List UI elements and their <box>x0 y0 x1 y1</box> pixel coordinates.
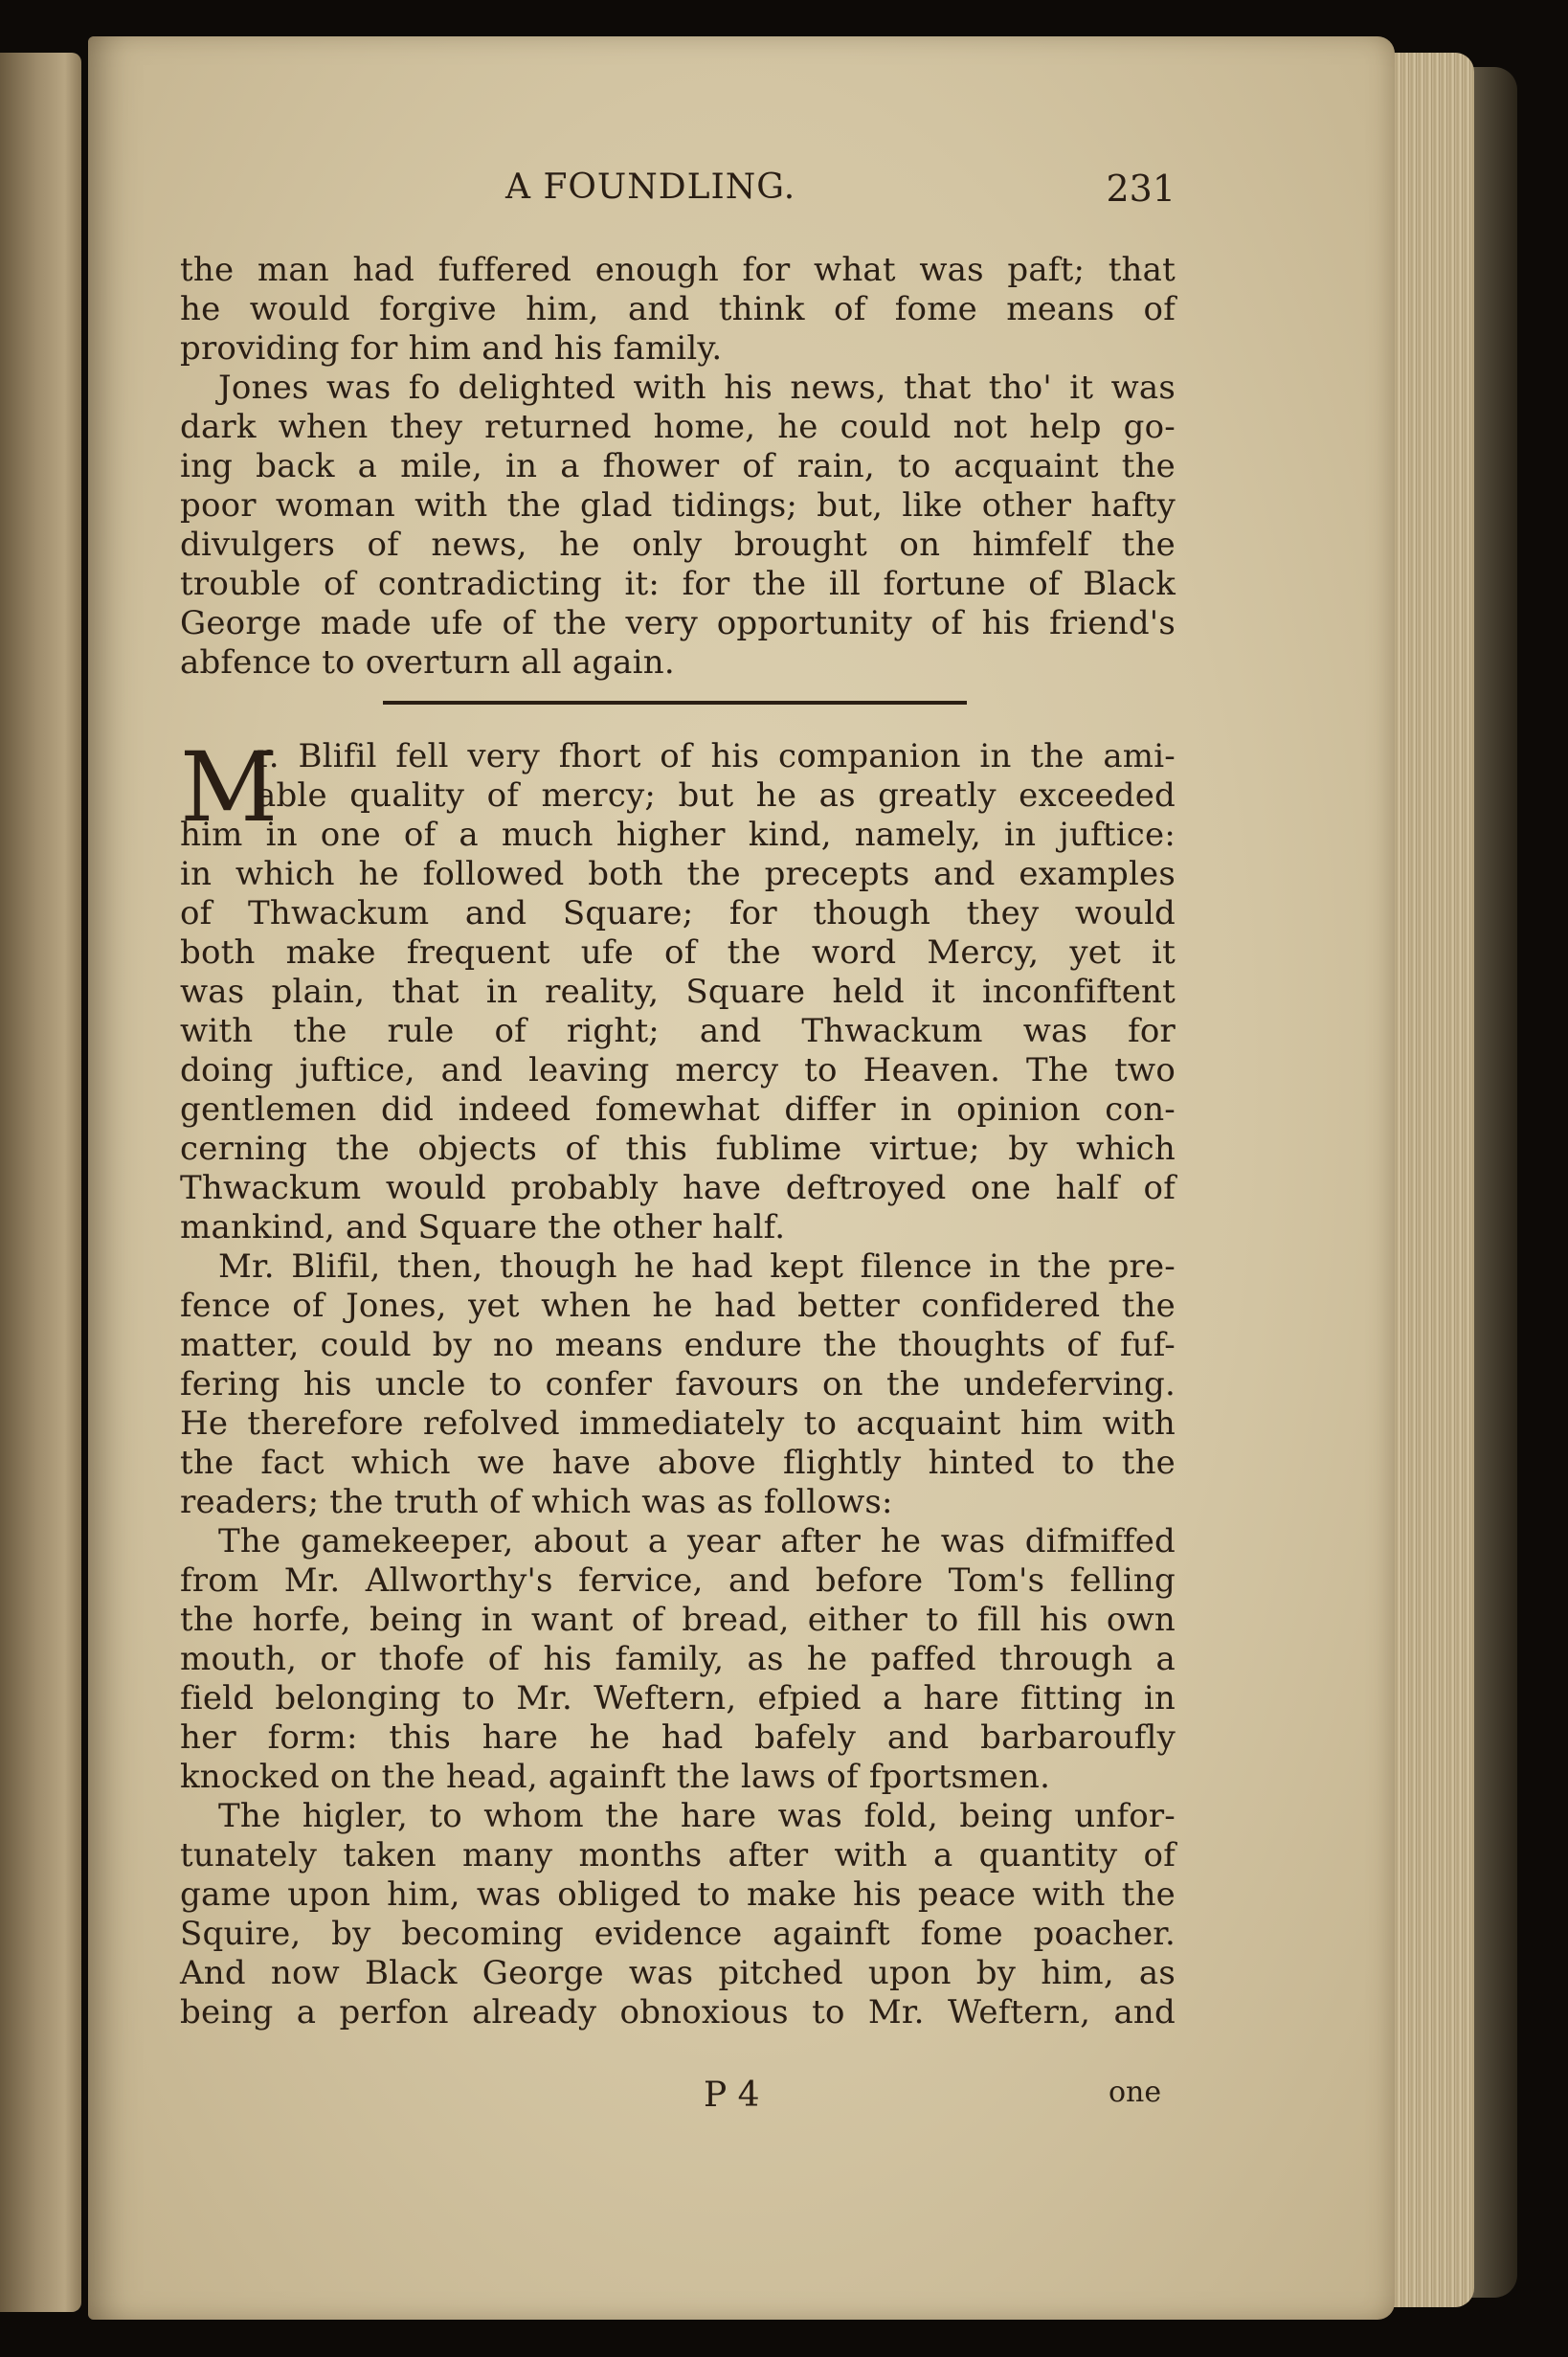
text-line: matter, could by no means endure the thoughts of fuf- <box>180 1326 1176 1364</box>
text-line: tunately taken many months after with a quantity of <box>180 1836 1176 1874</box>
text-line: mankind, and Square the other half. <box>180 1208 786 1246</box>
text-line: divulgers of news, he only brought on himfelf the <box>180 526 1176 564</box>
text-line: And now Black George was pitched upon by him, as <box>180 1954 1176 1992</box>
text-line: poor woman with the glad tidings; but, like other hafty <box>180 486 1176 525</box>
text-line: The gamekeeper, about a year after he was difmiffed <box>218 1522 1176 1560</box>
text-line: dark when they returned home, he could not help go- <box>180 408 1176 446</box>
text-line: ing back a mile, in a fhower of rain, to acquaint the <box>180 447 1176 485</box>
text-line: he would forgive him, and think of fome means of <box>180 290 1176 328</box>
drop-cap: M <box>180 731 279 843</box>
text-line: knocked on the head, againft the laws of fportsmen. <box>180 1758 1051 1796</box>
page-header <box>180 168 1176 215</box>
text-line: him in one of a much higher kind, namely, in juftice: <box>180 816 1176 854</box>
text-line: of Thwackum and Square; for though they would <box>180 894 1176 932</box>
text-line: the man had fuffered enough for what was paft; that <box>180 251 1176 289</box>
text-line: with the rule of right; and Thwackum was for <box>180 1012 1176 1050</box>
text-line: field belonging to Mr. Weftern, efpied a hare fitting in <box>180 1679 1176 1717</box>
section-divider-rule <box>383 701 967 705</box>
text-line: game upon him, was obliged to make his peace with the <box>180 1875 1176 1914</box>
text-line: readers; the truth of which was as follows: <box>180 1483 893 1521</box>
text-line: gentlemen did indeed fomewhat differ in opinion con- <box>180 1090 1176 1129</box>
text-line: the fact which we have above flightly hinted to the <box>180 1444 1176 1482</box>
text-line: Mr. Blifil, then, though he had kept filence in the pre- <box>218 1247 1176 1286</box>
text-line: Thwackum would probably have deftroyed one half of <box>180 1169 1176 1207</box>
text-line: the horfe, being in want of bread, either to fill his own <box>180 1601 1176 1639</box>
catchword: one <box>1109 2076 1162 2109</box>
text-line: being a perfon already obnoxious to Mr. Weftern, and <box>180 1993 1176 2032</box>
text-line: cerning the objects of this fublime virtue; by which <box>180 1130 1176 1168</box>
text-line: mouth, or thofe of his family, as he paffed through a <box>180 1640 1176 1678</box>
facing-page-edge <box>0 53 81 2312</box>
running-title: A FOUNDLING. <box>505 168 796 207</box>
text-line: from Mr. Allworthy's fervice, and before Tom's felling <box>180 1561 1176 1600</box>
text-line: in which he followed both the precepts and examples <box>180 855 1176 893</box>
text-line: Squire, by becoming evidence againft fome poacher. <box>180 1915 1176 1953</box>
text-line: able quality of mercy; but he as greatly exceeded <box>257 776 1176 815</box>
text-line: fering his uncle to confer favours on the undeferving. <box>180 1365 1176 1403</box>
text-line: doing juftice, and leaving mercy to Heaven. The two <box>180 1051 1176 1089</box>
text-line: providing for him and his family. <box>180 329 723 368</box>
text-line: fence of Jones, yet when he had better confidered the <box>180 1287 1176 1325</box>
text-line: Jones was fo delighted with his news, that tho' it was <box>218 369 1176 407</box>
text-line: abfence to overturn all again. <box>180 643 675 682</box>
text-line: He therefore refolved immediately to acquaint him with <box>180 1404 1176 1443</box>
page-number: 231 <box>1106 168 1176 210</box>
text-line: trouble of contradicting it: for the ill fortune of Black <box>180 565 1176 603</box>
text-line: her form: this hare he had bafely and barbaroufly <box>180 1718 1176 1757</box>
text-line: George made ufe of the very opportunity of his friend's <box>180 604 1176 642</box>
text-line: both make frequent ufe of the word Mercy, yet it <box>180 933 1176 972</box>
text-line: The higler, to whom the hare was fold, being unfor- <box>218 1797 1176 1835</box>
text-line: r. Blifil fell very fhort of his companion in the ami- <box>257 737 1176 775</box>
text-line: was plain, that in reality, Square held it inconfiftent <box>180 973 1176 1011</box>
signature-mark: P 4 <box>704 2076 760 2115</box>
